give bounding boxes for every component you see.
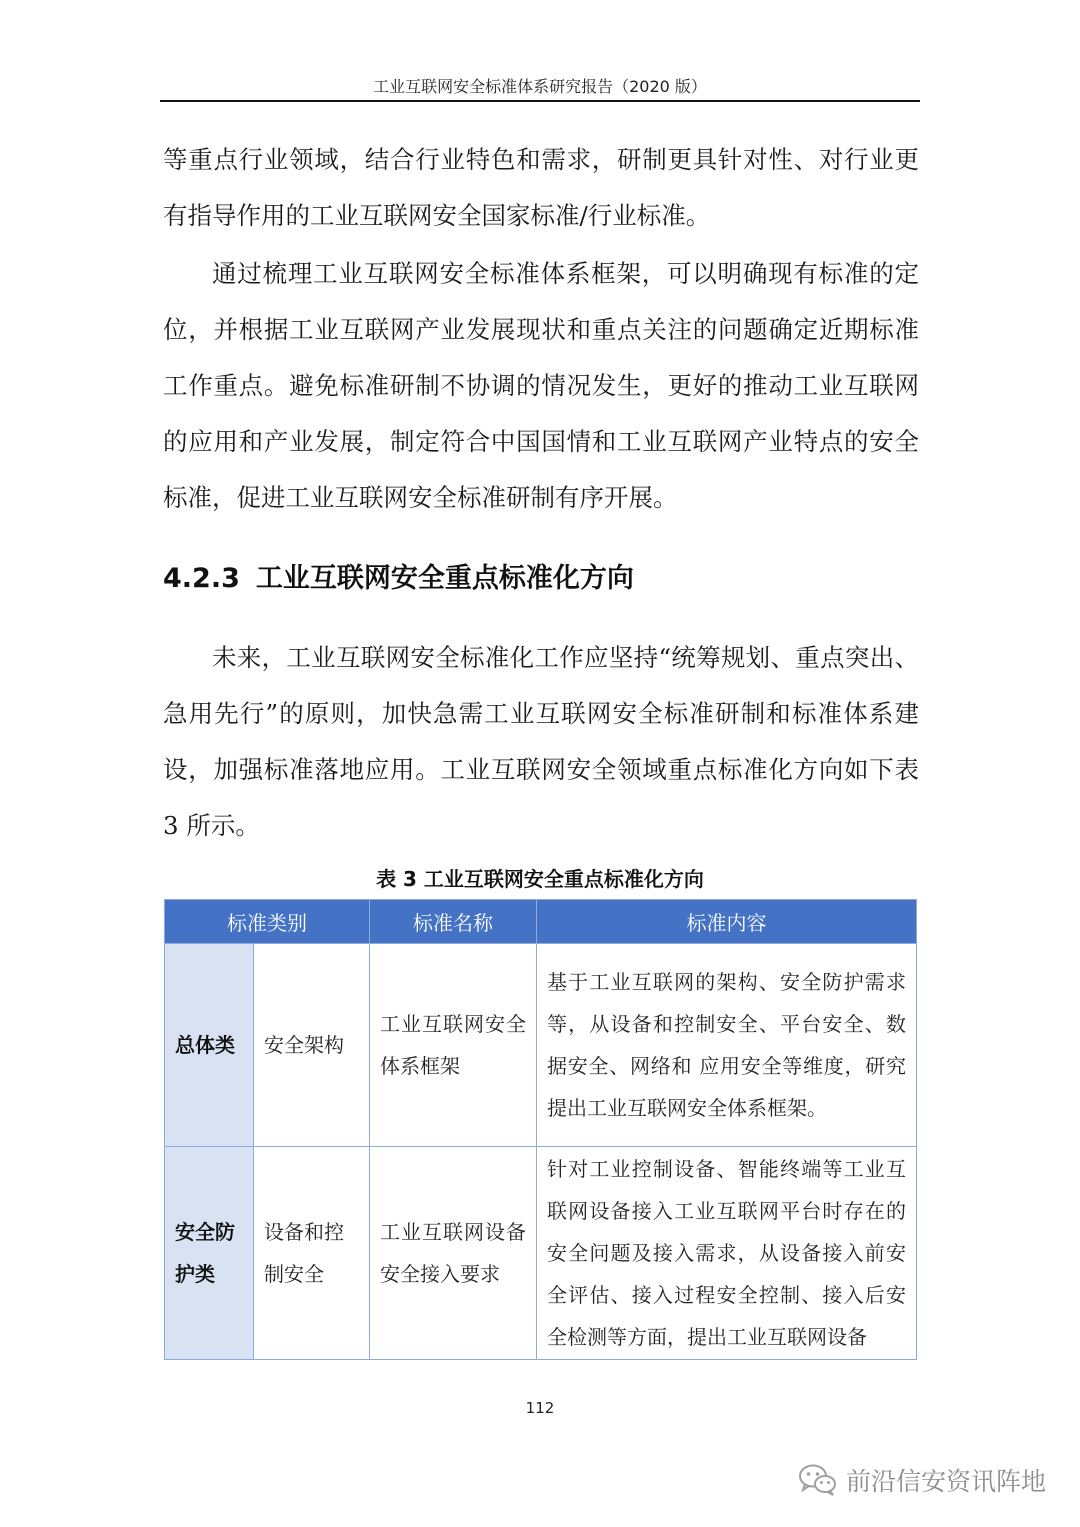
body-paragraph-1: 等重点行业领域，结合行业特色和需求，研制更具针对性、对行业更有指导作用的工业互联网安全国家标准/行业标准。	[163, 145, 919, 230]
row-standard-content: 针对工业控制设备、智能终端等工业互联网设备接入工业互联网平台时存在的安全问题及接入需求，从设备接入前安全评估、接入过程安全控制、接入后安全检测等方面，提出工业互联网设备	[537, 1147, 917, 1360]
running-header: 工业互联网安全标准体系研究报告（2020 版）	[373, 77, 707, 96]
header-rule	[160, 100, 920, 102]
body-paragraph-2: 通过梳理工业互联网安全标准体系框架，可以明确现有标准的定位，并根据工业互联网产业发展现状和重点关注的问题确定近期标准工作重点。避免标准研制不协调的情况发生，更好的推动工业互联网的应用和产业发展，制定符合中国国情和工业互联网产业特点的安全标准，促进工业互联网安全标准研制有序开展。	[163, 259, 919, 512]
row-standard-name: 工业互联网安全体系框架	[370, 944, 537, 1147]
row-category: 总体类	[165, 944, 254, 1147]
watermark-text: 前沿信安资讯阵地	[845, 1467, 1046, 1496]
watermark	[798, 1458, 1046, 1502]
row-subcategory: 设备和控制安全	[254, 1147, 370, 1360]
row-standard-content: 基于工业互联网的架构、安全防护需求等，从设备和控制安全、平台安全、数据安全、网络和 应用安全等维度，研究提出工业互联网安全体系框架。	[537, 944, 917, 1147]
table-row	[165, 944, 917, 1147]
body-paragraph-3: 未来，工业互联网安全标准化工作应坚持“统筹规划、重点突出、急用先行”的原则，加快急需工业互联网安全标准研制和标准体系建设，加强标准落地应用。工业互联网安全领域重点标准化方向如下表 3 所示。	[163, 643, 919, 840]
page-number: 112	[525, 1399, 555, 1417]
section-title: 工业互联网安全重点标准化方向	[255, 563, 634, 594]
table-header-row	[165, 900, 917, 944]
row-standard-name: 工业互联网设备安全接入要求	[370, 1147, 537, 1360]
section-number: 4.2.3	[163, 563, 240, 594]
row-subcategory: 安全架构	[254, 944, 370, 1147]
header-content: 标准内容	[537, 900, 917, 944]
section-heading	[163, 556, 634, 595]
header-name: 标准名称	[370, 900, 537, 944]
standards-table	[164, 899, 917, 1360]
row-category: 安全防护类	[165, 1147, 254, 1360]
table-caption: 表 3 工业互联网安全重点标准化方向	[376, 867, 704, 891]
header-category: 标准类别	[165, 900, 370, 944]
wechat-icon	[798, 1463, 838, 1497]
table-row	[165, 1147, 917, 1360]
